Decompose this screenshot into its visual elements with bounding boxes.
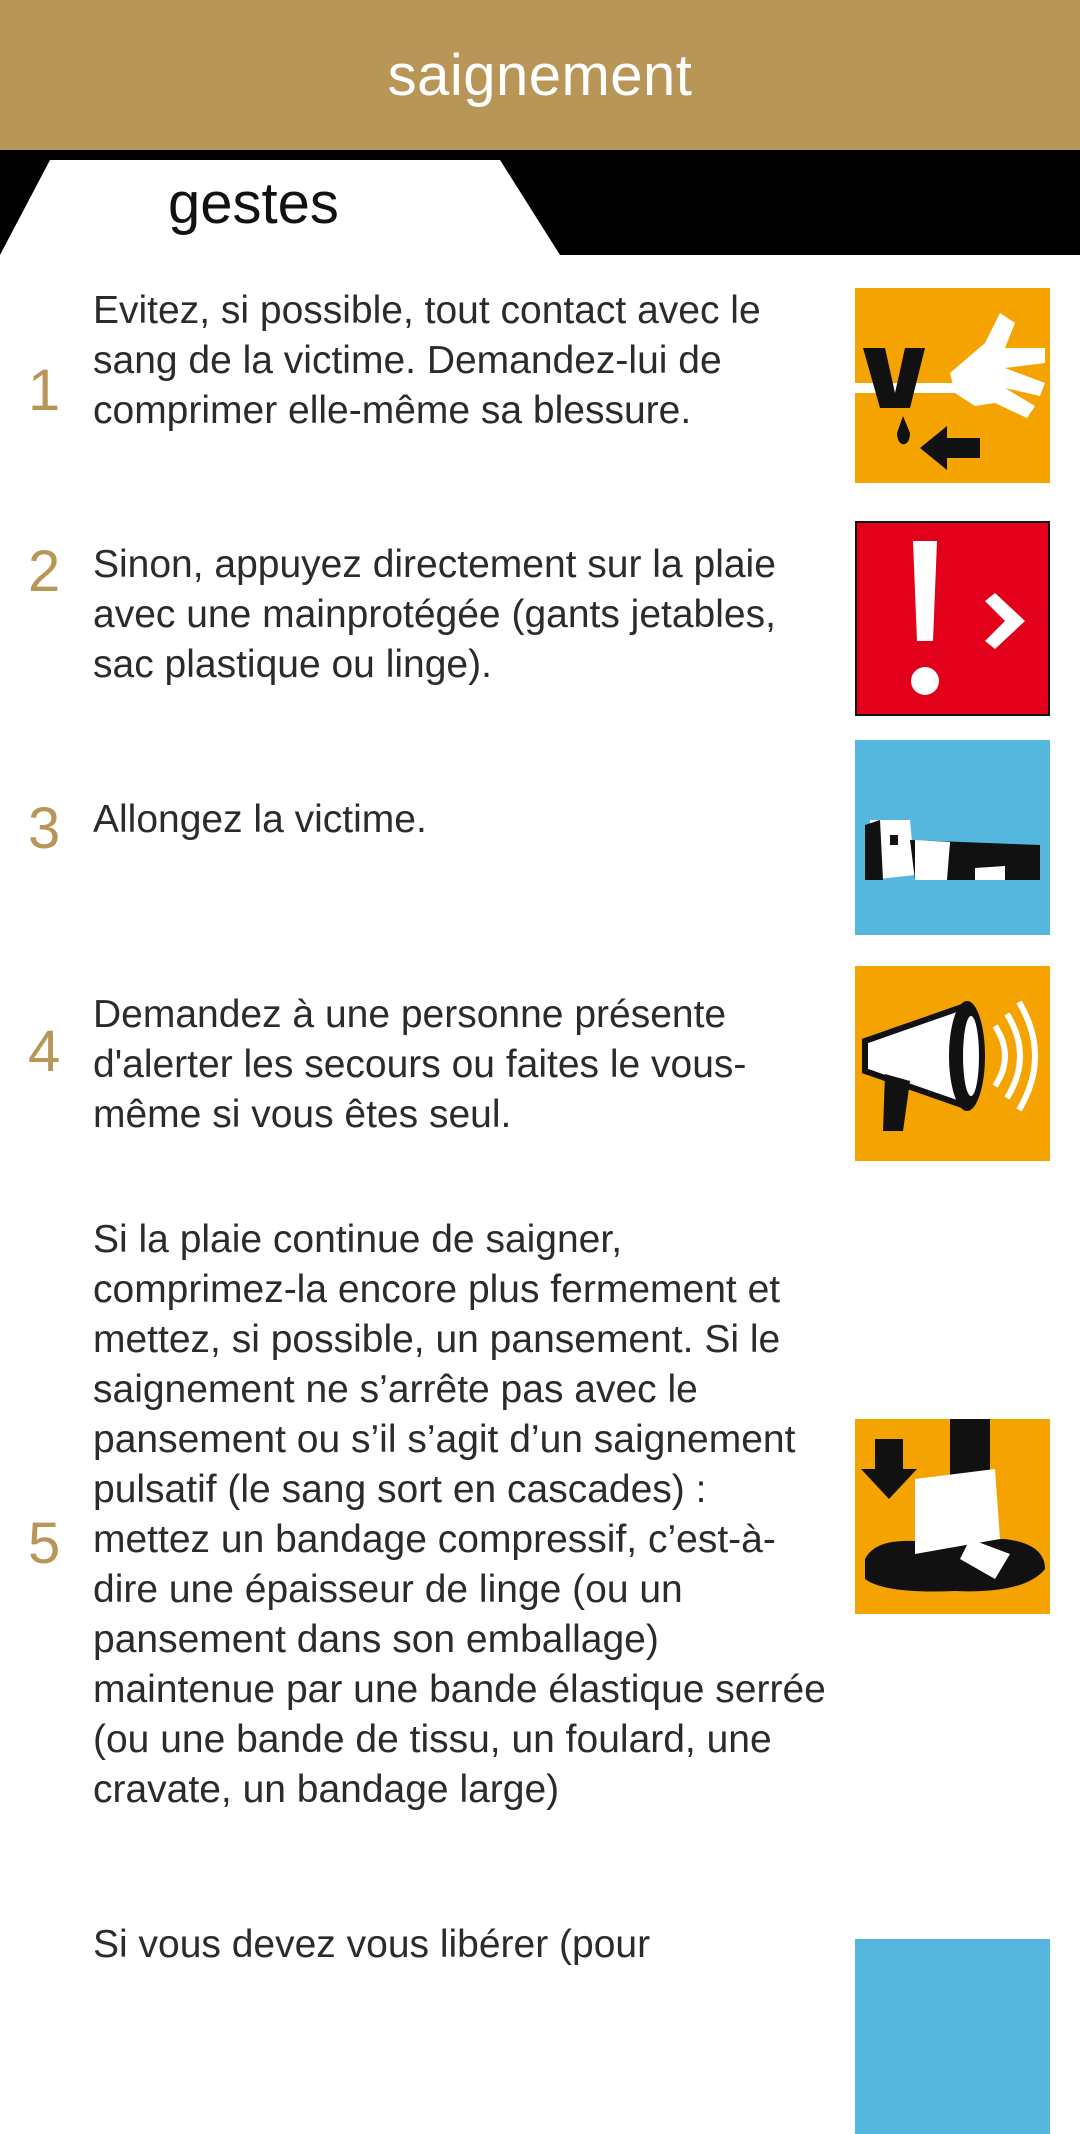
step-text: Si la plaie continue de saigner, comprimez-la encore plus fermement et mettez, si possible, un pansement. Si le saignement ne s’arrête pas avec le pansement ou s’il s’agit d’un saignement pulsatif (le sang sort en cascades) : mettez un bandage compressif, c’est-à-dire une épaisseur de linge (ou un pansement dans son emballage) maintenue par une bande élastique serrée (ou une bande de tissu, un foulard, une cravate, un bandage large) (93, 1218, 826, 1811)
app-header (0, 0, 1080, 150)
step-text: Allongez la victime. (93, 798, 427, 841)
step-text: Sinon, appuyez directement sur la plaie avec une mainprotégée (gants jetables, sac plastique ou linge). (93, 543, 776, 686)
partial-icon (855, 1939, 1050, 2134)
step-number: 4 (28, 1019, 61, 1084)
step-number: 3 (28, 796, 61, 861)
megaphone-icon (855, 966, 1050, 1161)
step-number: 2 (28, 539, 61, 604)
step-number: 5 (28, 1511, 61, 1576)
tab-bar (0, 150, 1080, 255)
lying-person-icon (855, 740, 1050, 935)
step-text: Si vous devez vous libérer (pour (93, 1923, 651, 1966)
tab-label: gestes (168, 171, 339, 236)
step-text: Demandez à une personne présente d'alerter les secours ou faites le vous-même si vous êtes seul. (93, 993, 747, 1136)
step-text: Evitez, si possible, tout contact avec le sang de la victime. Demandez-lui de comprimer elle-même sa blessure. (93, 289, 761, 432)
alert-exclamation-icon (855, 521, 1050, 716)
hand-blood-icon (855, 288, 1050, 483)
bandage-press-icon (855, 1419, 1050, 1614)
page-title: saignement (387, 42, 693, 108)
step-number: 1 (28, 358, 61, 423)
